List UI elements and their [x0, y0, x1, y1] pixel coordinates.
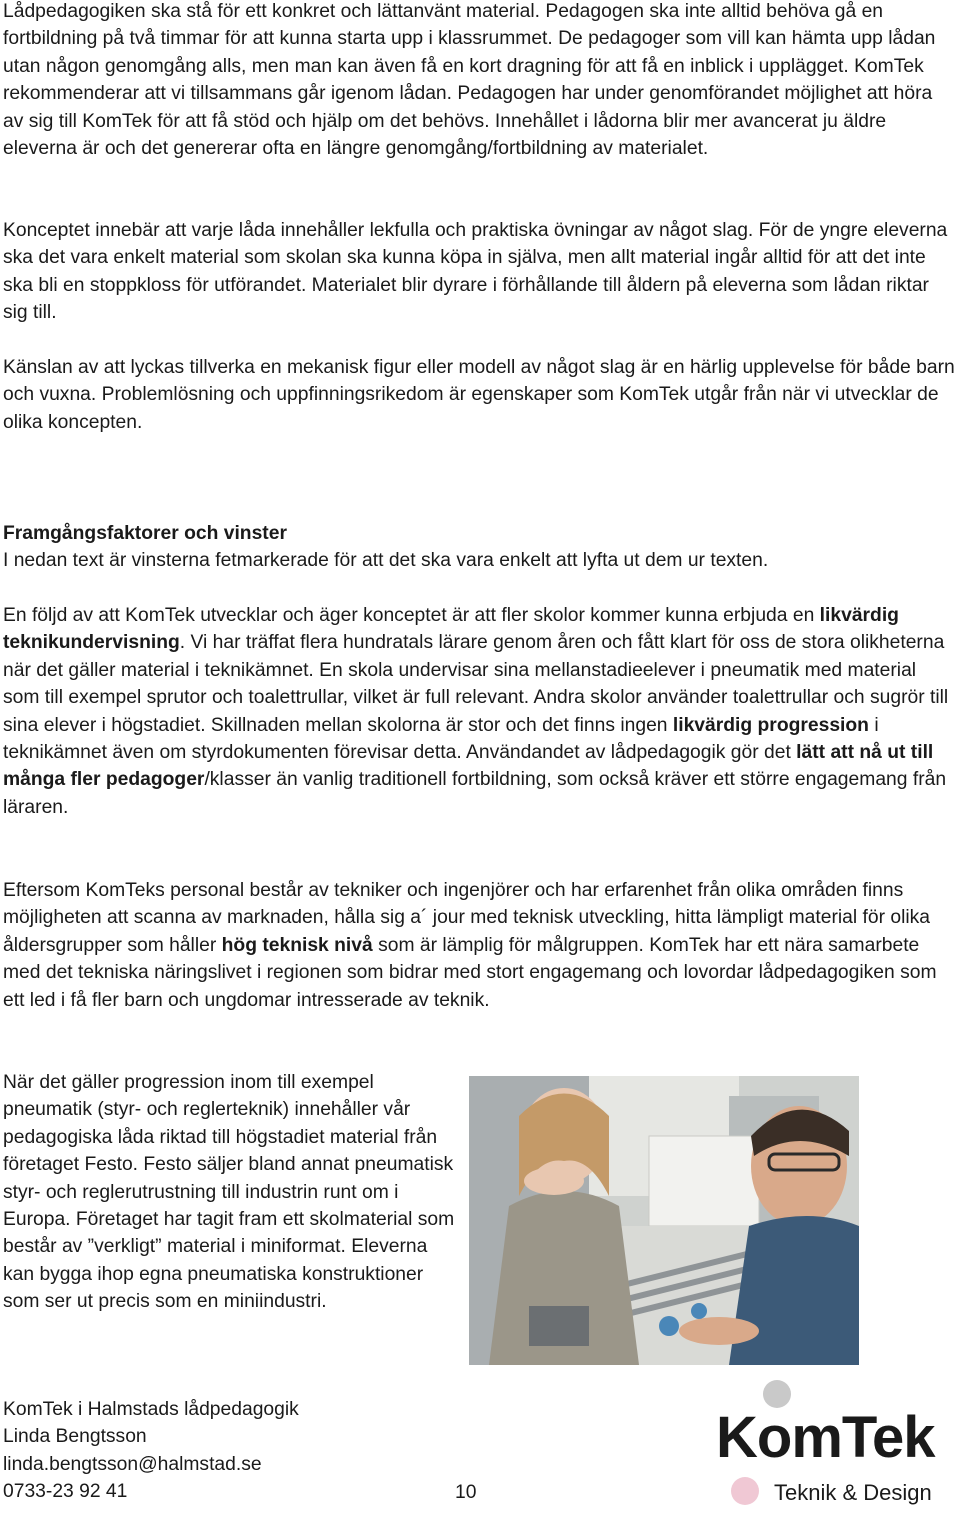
footer-phone: 0733-23 92 41 — [3, 1481, 128, 1503]
bold-benefit: lätt att nå ut till många fler pedagoger — [3, 742, 934, 791]
text-run: som är lämplig för målgruppen. KomTek har ett nära samarbete med det tekniska näringslivet i regionen som bidrar med stort engagemang och lovordar lådpedagogiken som ett led i få fler barn och ungdomar intresserade av teknik. — [3, 934, 937, 1011]
classroom-photo — [469, 1076, 859, 1365]
concept-paragraph: Konceptet innebär att varje låda innehåller lekfulla och praktiska övningar av något slag. För de yngre eleverna ska det vara enkelt material som skolan ska kunna köpa in själva, men allt material ingår alltid för att det inte ska bli en stoppkloss för utförandet. Materialet blir dyrare i förhållande till åldern på eleverna som lådan riktar sig till. — [3, 220, 948, 324]
staff-paragraph — [3, 877, 955, 1014]
text-run: i teknikämnet även om styrdokumenten förevisar detta. Användandet av lådpedagogik gör det — [3, 714, 879, 764]
section-heading: Framgångsfaktorer och vinster — [3, 523, 287, 544]
footer-contact — [3, 1396, 299, 1506]
komtek-logo-mark — [712, 1380, 958, 1508]
text-run: /klasser än vanlig traditionell fortbildning, som också kräver ett större engagemang från läraren. — [3, 769, 947, 818]
section-intro-paragraph: I nedan text är vinsterna fetmarkerade för att det ska vara enkelt att lyfta ut dem ur texten. — [3, 550, 769, 571]
text-run: . Vi har träffat flera hundratals lärare genom åren och fått klart för oss de stora olikheterna när det gäller material i teknikämnet. En skola undervisar sina mellanstadieelever i pneumatik med material som till exempel sprutor och toalettrullar, vilket är full relevant. Andra skolor använder toalettrullar och sugrör till sina elever i högstadiet. Skillnaden mellan skolorna är stor och det finns ingen — [3, 632, 949, 736]
page-number: 10 — [455, 1482, 477, 1503]
text-run: En följd av att KomTek utvecklar och äger konceptet är att fler skolor kommer kunna erbjuda en — [3, 605, 820, 626]
text-run: Eftersom KomTeks personal består av tekniker och ingenjörer och har erfarenhet från olika områden finns möjligheten att scanna av marknaden, hålla sig a´ jour med teknisk utveckling, hitta lämpligt material för olika åldersgrupper som håller — [3, 880, 931, 956]
komtek-logo — [712, 1380, 958, 1508]
equality-paragraph — [3, 602, 955, 821]
photo-illustration — [469, 1076, 859, 1365]
bold-benefit: likvärdig teknikundervisning — [3, 605, 899, 654]
festo-paragraph: När det gäller progression inom till exempel pneumatik (styr- och reglerteknik) innehåller vår pedagogiska låda riktad till högstadiet material från företaget Festo. Festo säljer bland annat pneumatisk styr- och reglerutrustning till industrin runt om i Europa. Företaget har tagit fram ett skolmaterial som består av ”verkligt” material i miniformat. Eleverna kan bygga ihop egna pneumatiska konstruktioner som ser ut precis som en miniindustri. — [3, 1072, 455, 1313]
logo-tagline: Teknik & Design — [774, 1480, 932, 1505]
bold-benefit: likvärdig progression — [672, 714, 869, 736]
footer-org: KomTek i Halmstads lådpedagogik — [3, 1399, 299, 1420]
logo-wordmark: KomTek — [716, 1405, 935, 1470]
footer-name: Linda Bengtsson — [3, 1426, 147, 1448]
feeling-paragraph: Känslan av att lyckas tillverka en mekanisk figur eller modell av något slag är en härlig upplevelse för både barn och vuxna. Problemlösning och uppfinningsrikedom är egenskaper som KomTek utgår från när vi utvecklar de olika koncepten. — [3, 357, 955, 433]
footer-email: linda.bengtsson@halmstad.se — [3, 1453, 262, 1475]
bold-benefit: hög teknisk nivå — [221, 934, 373, 956]
intro-paragraph: Lådpedagogiken ska stå för ett konkret och lättanvänt material. Pedagogen ska inte alltid behöva gå en fortbildning på två timmar för att kunna starta upp i klassrummet. De pedagoger som vill kan hämta upp lådan utan någon genomgång alls, men man kan även få en kort dragning för att få en inblick i upplägget. KomTek rekommenderar att vi tillsammans går igenom lådan. Pedagogen har under genomförandet möjlighet att höra av sig till KomTek för att få stöd och hjälp om det behövs. Innehållet i lådorna blir mer avancerat ju äldre eleverna är och det genererar ofta en längre genomgång/fortbildning av materialet. — [3, 1, 936, 160]
